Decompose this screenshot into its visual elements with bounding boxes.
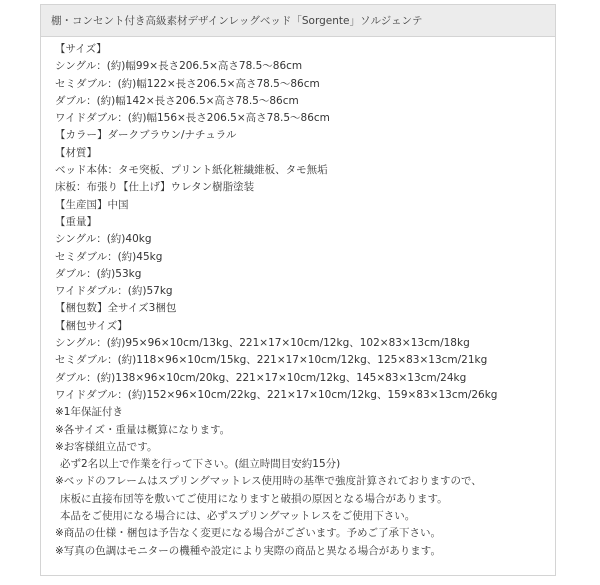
weight-single: シングル：(約)40kg [55, 233, 152, 246]
weight-double: ダブル：(約)53kg [55, 267, 142, 280]
note-assembly-detail: 必ず2名以上で作業を行って下さい。(組立時間目安約15分) [60, 458, 341, 471]
package-size-heading: 【梱包サイズ】 [55, 319, 128, 332]
material-body: ベッド本体：タモ突板、プリント紙化粧繊維板、タモ無垢 [55, 164, 328, 177]
weight-semi-double: セミダブル：(約)45kg [55, 250, 163, 263]
note-warranty: ※1年保証付き [55, 406, 123, 419]
package-count-line: 【梱包数】全サイズ3梱包 [55, 302, 177, 315]
size-wide-double: ワイドダブル：(約)幅156×長さ206.5×高さ78.5～86cm [55, 112, 330, 125]
spec-panel [40, 4, 556, 576]
note-assembly: ※お客様組立品です。 [55, 440, 158, 453]
size-single: シングル：(約)幅99×長さ206.5×高さ78.5～86cm [55, 60, 303, 73]
note-frame-mattress: 本品をご使用になる場合には、必ずスプリングマットレスをご使用下さい。 [60, 510, 416, 523]
package-semi-double: セミダブル：(約)118×96×10cm/15kg、221×17×10cm/12kg、125×83×13cm/21kg [55, 354, 488, 367]
note-frame-futon: 床板に直接布団等を敷いてご使用になりますと破損の原因となる場合があります。 [60, 492, 448, 505]
color-line: 【カラー】ダークブラウン/ナチュラル [55, 129, 237, 142]
origin-line: 【生産国】中国 [55, 198, 129, 211]
size-double: ダブル：(約)幅142×長さ206.5×高さ78.5～86cm [55, 94, 299, 107]
product-title: 棚・コンセント付き高級素材デザインレッグベッド「Sorgente」ソルジェンテ [51, 15, 423, 27]
note-spec-change: ※商品の仕様・梱包は予告なく変更になる場合がございます。予めご了承下さい。 [55, 527, 441, 540]
package-wide-double: ワイドダブル：(約)152×96×10cm/22kg、221×17×10cm/12kg、159×83×13cm/26kg [55, 388, 498, 401]
weight-heading: 【重量】 [55, 215, 97, 228]
note-photo-color: ※写真の色調はモニターの機種や設定により実際の商品と異なる場合があります。 [55, 544, 441, 557]
size-heading: 【サイズ】 [55, 43, 107, 55]
note-frame-strength: ※ベッドのフレームはスプリングマットレス使用時の基準で強度計算されておりますので、 [55, 475, 482, 488]
package-single: シングル：(約)95×96×10cm/13kg、221×17×10cm/12kg、102×83×13cm/18kg [55, 337, 470, 350]
material-floorboard: 床板：布張り【仕上げ】ウレタン樹脂塗装 [55, 181, 255, 194]
weight-wide-double: ワイドダブル：(約)57kg [55, 285, 173, 298]
spec-list [41, 37, 555, 560]
size-semi-double: セミダブル：(約)幅122×長さ206.5×高さ78.5～86cm [55, 77, 320, 90]
panel-header [41, 5, 555, 37]
material-heading: 【材質】 [55, 146, 97, 159]
note-approximate: ※各サイズ・重量は概算になります。 [55, 423, 231, 436]
package-double: ダブル：(約)138×96×10cm/20kg、221×17×10cm/12kg、145×83×13cm/24kg [55, 371, 467, 384]
